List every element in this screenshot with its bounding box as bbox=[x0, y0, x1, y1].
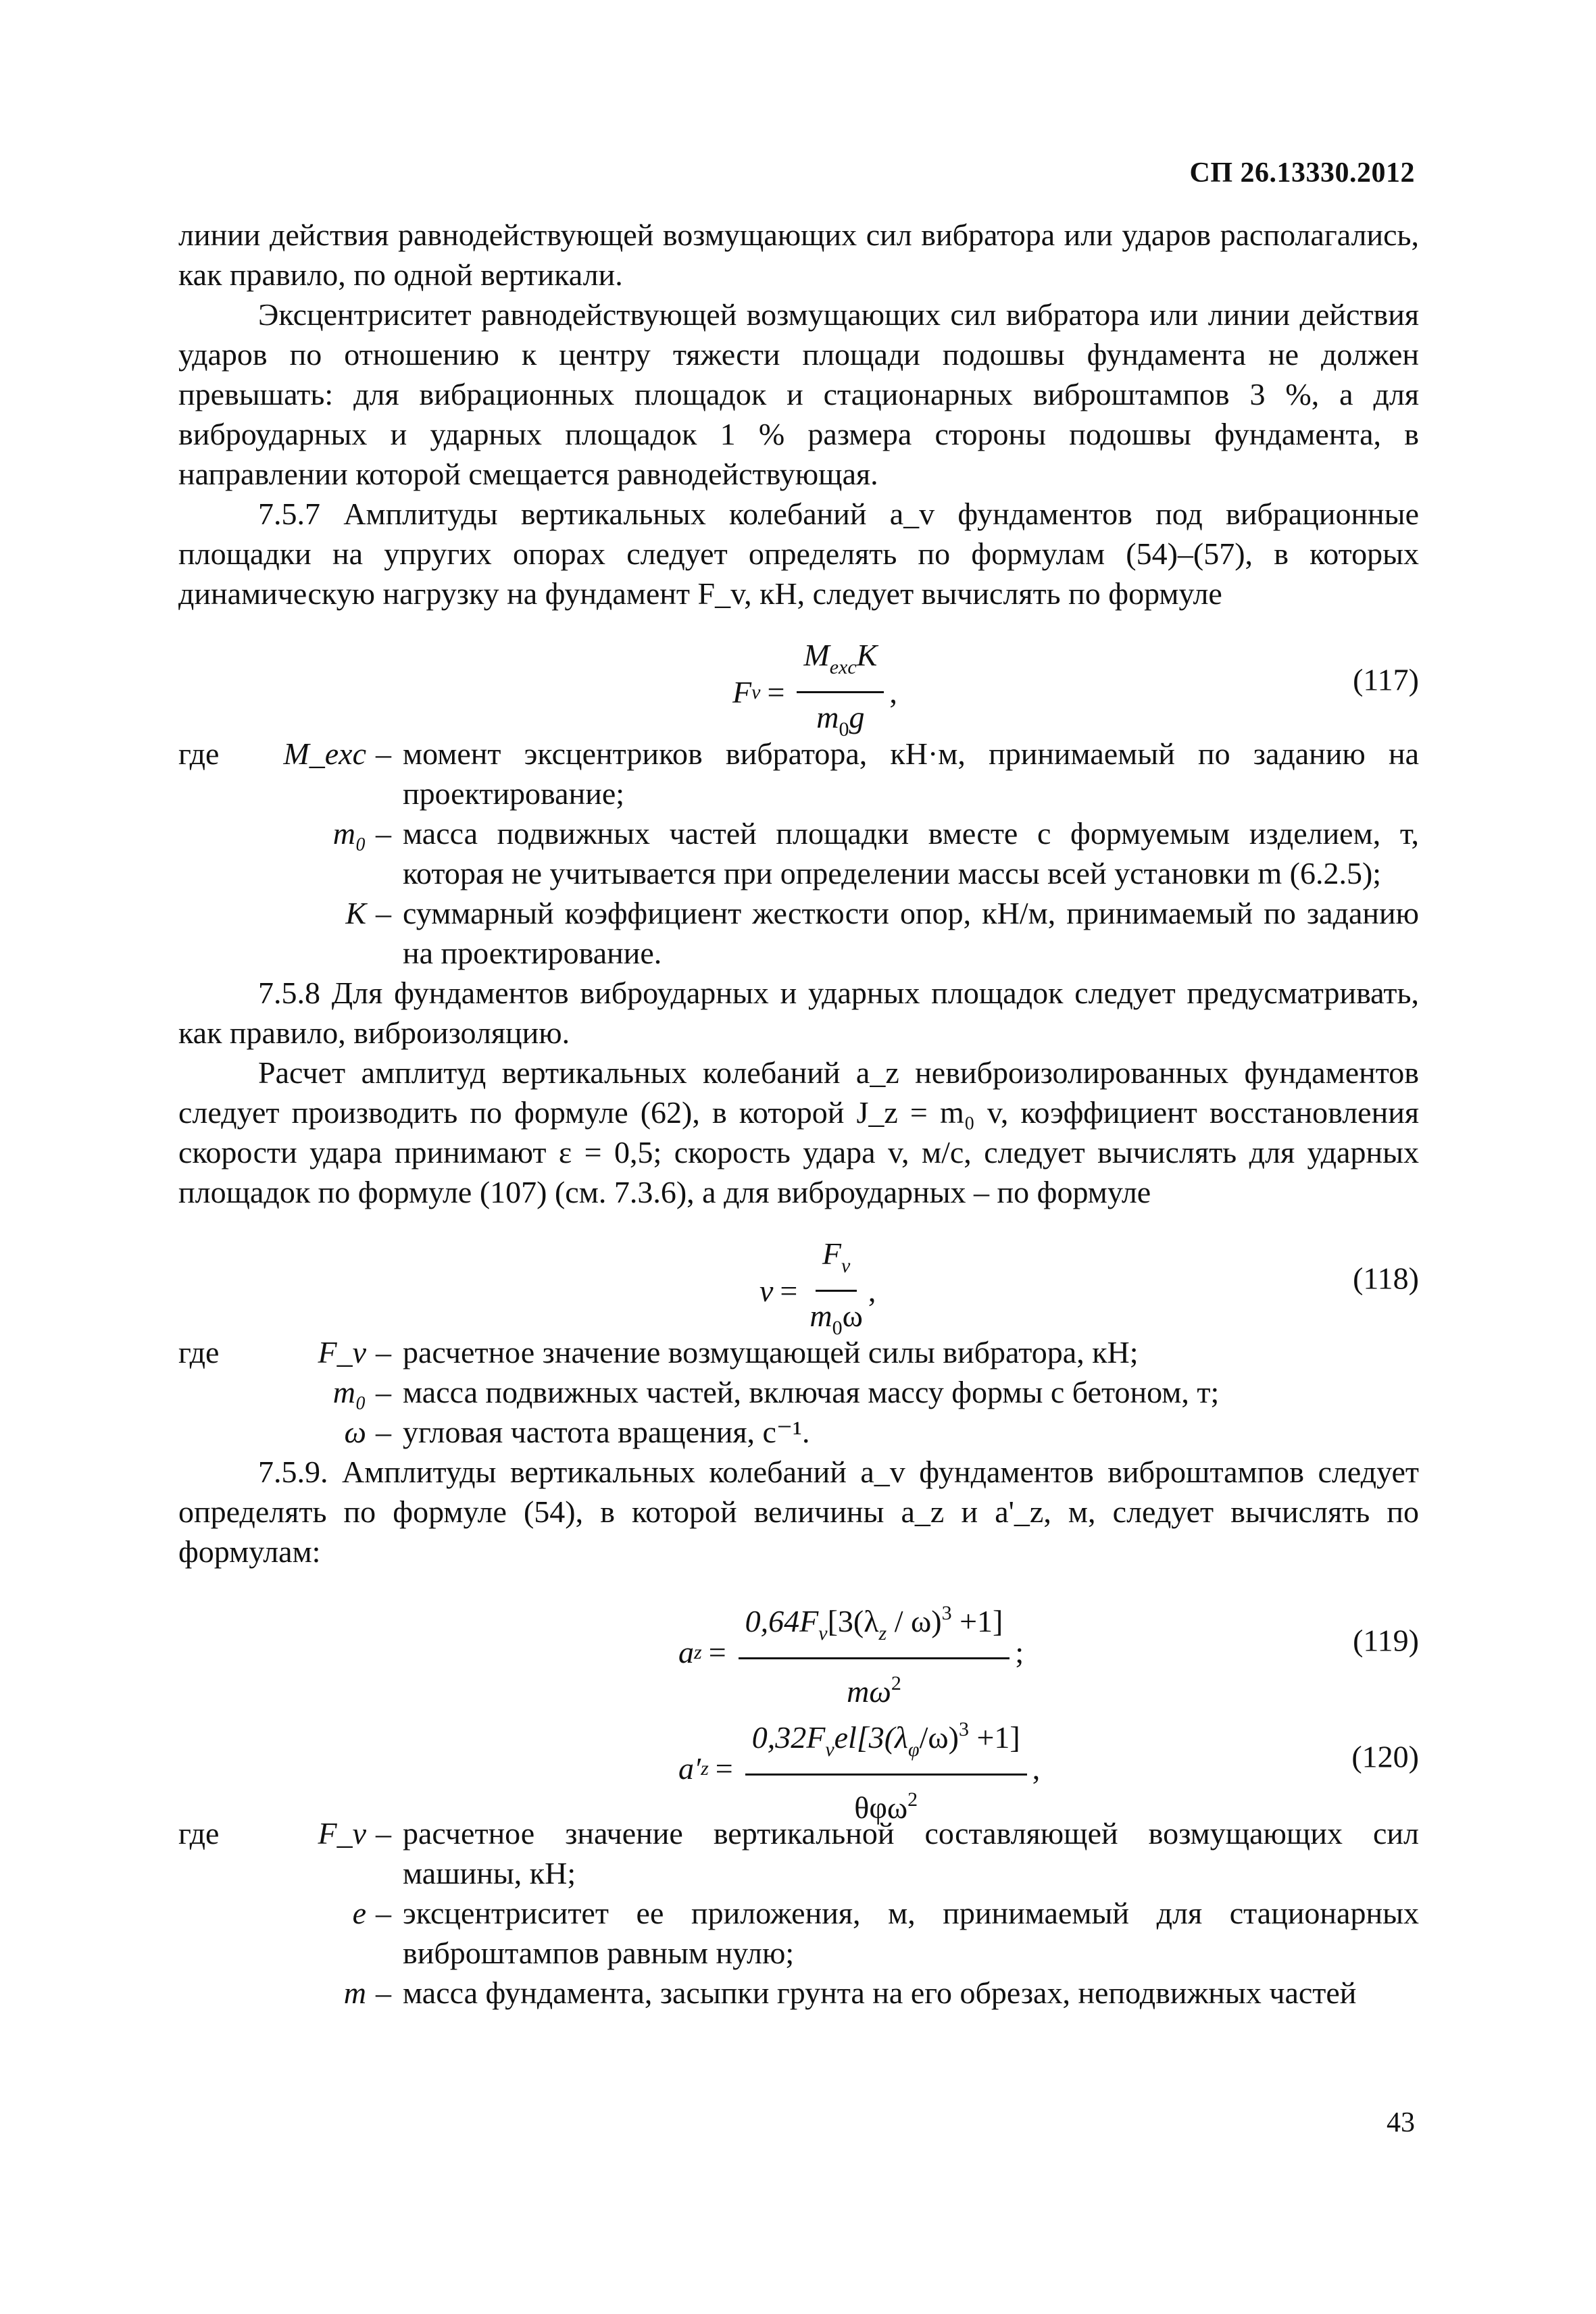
numerator-sub: v bbox=[825, 1738, 834, 1761]
formula-punct: , bbox=[889, 675, 897, 709]
numerator-sub: v bbox=[818, 1622, 828, 1644]
denominator: θφω bbox=[854, 1790, 908, 1825]
paragraph: 7.5.7 Амплитуды вертикальных колебаний a_v фундаментов под вибрационные площадки на упругих опорах следует определять по формулам (54)–(57), в которых динамическую нагрузку на фундамент F_v, кН, следует вычислять по формуле bbox=[178, 497, 1419, 611]
definitions-118 bbox=[178, 1332, 1419, 1452]
body-text bbox=[178, 215, 1419, 2013]
numerator: 0,64F bbox=[745, 1604, 819, 1638]
where-word: где bbox=[178, 1335, 220, 1369]
numerator: 0,32F bbox=[751, 1720, 826, 1755]
where-word: где bbox=[178, 736, 220, 771]
definition-text: суммарный коэффициент жесткости опор, кН/м, принимаемый по заданию на проектирование. bbox=[403, 896, 1419, 970]
formula-expression: a z = $\frac{0,64F_v[3(\lambda_z / \omega)^3 +1]}{m\omega^2}$ ; bbox=[678, 1593, 1024, 1711]
numerator: M bbox=[803, 638, 830, 672]
numerator-sup: 3 bbox=[958, 1718, 969, 1740]
where-word: где bbox=[178, 1816, 220, 1851]
formula-lhs: a′ bbox=[678, 1751, 701, 1786]
formula-lhs: v bbox=[759, 1274, 774, 1308]
definition-row: m₀ – масса подвижных частей площадки вместе с формуемым изделием, т, которая не учитывается при определении массы всей установки m (6.2.5); bbox=[178, 813, 1419, 893]
formula-lhs-sub: v bbox=[751, 681, 761, 703]
definition-text: момент эксцентриков вибратора, кН·м, принимаемый по заданию на проектирование; bbox=[403, 736, 1419, 811]
formula-fraction bbox=[809, 1234, 863, 1348]
numerator-tail: [3(λ bbox=[827, 1604, 879, 1638]
numerator-sub: v bbox=[841, 1255, 851, 1277]
denominator: m bbox=[816, 700, 839, 734]
formula-lhs-sub: z bbox=[694, 1641, 702, 1663]
definition-row: m₀ – масса подвижных частей, включая массу формы с бетоном, т; bbox=[178, 1372, 1419, 1412]
formula-number: (118) bbox=[1353, 1261, 1419, 1296]
numerator: F bbox=[822, 1236, 842, 1271]
denominator: m bbox=[809, 1299, 832, 1333]
definition-symbol: m₀ bbox=[332, 1375, 366, 1409]
definition-symbol: M_exc bbox=[283, 736, 366, 771]
definitions-120 bbox=[178, 1813, 1419, 2013]
formula-fraction bbox=[739, 1593, 1010, 1711]
numerator-tail2: /ω) bbox=[919, 1720, 959, 1755]
formula-lhs-sub: z bbox=[701, 1757, 709, 1780]
definition-symbol: ω bbox=[344, 1415, 366, 1449]
definition-symbol: F_v bbox=[318, 1816, 366, 1851]
definition-text: масса подвижных частей, включая массу формы с бетоном, т; bbox=[403, 1375, 1220, 1409]
paragraph: Расчет амплитуд вертикальных колебаний a_z невиброизолированных фундаментов следует производить по формуле (62), в которой J_z = m₀ v, коэффициент восстановления скорости удара принимают ε = 0,5; скорость удара v, м/с, следует вычислять для ударных площадок по формуле (107) (см. 7.3.6), а для виброударных – по формуле bbox=[178, 1055, 1419, 1209]
formula-119 bbox=[178, 1584, 1419, 1709]
denominator-sup: 2 bbox=[907, 1788, 918, 1811]
numerator-tail2: / ω) bbox=[887, 1604, 942, 1638]
definition-symbol: F_v bbox=[318, 1335, 366, 1369]
definition-text: масса фундамента, засыпки грунта на его обрезах, неподвижных частей bbox=[403, 1976, 1357, 2010]
definition-row: ω – угловая частота вращения, с⁻¹. bbox=[178, 1412, 1419, 1452]
paragraph: Эксцентриситет равнодействующей возмущающих сил вибратора или линии действия ударов по отношению к центру тяжести площади подошвы фундамента не должен превышать: для вибрационных площадок и стационарных виброштампов 3 %, а для виброударных и ударных площадок 1 % размера стороны подошвы фундамента, в направлении которой смещается равнодействующая. bbox=[178, 297, 1419, 491]
definition-symbol: e bbox=[352, 1896, 366, 1930]
formula-lhs: a bbox=[678, 1635, 694, 1669]
numerator-tail: K bbox=[856, 638, 878, 672]
definition-row: где F_v – расчетное значение вертикальной составляющей возмущающих сил машины, кН; bbox=[178, 1813, 1419, 1893]
formula-number: (120) bbox=[1351, 1739, 1419, 1774]
definition-symbol: m bbox=[343, 1976, 366, 2010]
numerator-end: +1] bbox=[968, 1720, 1020, 1755]
denominator-sub: 0 bbox=[832, 1317, 843, 1339]
denominator-sub: 0 bbox=[839, 718, 849, 740]
denominator: mω bbox=[847, 1674, 891, 1709]
formula-fraction bbox=[745, 1709, 1027, 1828]
formula-118 bbox=[178, 1224, 1419, 1339]
formula-expression: v = $\frac{F_v}{m_0\omega}$ , bbox=[759, 1234, 876, 1348]
formula-punct: , bbox=[1032, 1751, 1041, 1786]
definition-symbol: K bbox=[345, 896, 366, 930]
formula-number: (119) bbox=[1353, 1623, 1419, 1658]
numerator-sub2: z bbox=[878, 1622, 887, 1644]
formula-number: (117) bbox=[1353, 662, 1419, 697]
page-number: 43 bbox=[1387, 2107, 1415, 2138]
numerator-tail: el[3(λ bbox=[834, 1720, 908, 1755]
formula-expression: F v = $\frac{M_{exc}K}{m_0g}$ , bbox=[732, 635, 897, 749]
definition-row: e – эксцентриситет ее приложения, м, принимаемый для стационарных виброштампов равным нулю; bbox=[178, 1893, 1419, 1973]
definition-row: где F_v – расчетное значение возмущающей силы вибратора, кН; bbox=[178, 1332, 1419, 1372]
definition-text: угловая частота вращения, с⁻¹. bbox=[403, 1415, 810, 1449]
definition-row: где M_exc – момент эксцентриков вибратора, кН·м, принимаемый по заданию на проектирование; bbox=[178, 734, 1419, 813]
denominator-sup: 2 bbox=[891, 1672, 901, 1694]
formula-117 bbox=[178, 626, 1419, 740]
paragraph: 7.5.9. Амплитуды вертикальных колебаний a_v фундаментов виброштампов следует определять по формуле (54), в которой величины a_z и a'_z, м, следует вычислять по формулам: bbox=[178, 1455, 1419, 1569]
formula-expression: a′ z = $\frac{0,32F_vel[3(\lambda_\varphi/\omega)^3 +1]}{\theta\varphi\omega^2}$ , bbox=[678, 1709, 1040, 1828]
definition-text: расчетное значение возмущающей силы вибратора, кН; bbox=[403, 1335, 1139, 1369]
paragraph: 7.5.8 Для фундаментов виброударных и ударных площадок следует предусматривать, как правило, виброизоляцию. bbox=[178, 976, 1419, 1050]
definition-row: K – суммарный коэффициент жесткости опор, кН/м, принимаемый по заданию на проектирование. bbox=[178, 893, 1419, 973]
numerator-sub2: φ bbox=[907, 1738, 920, 1761]
paragraph: линии действия равнодействующей возмущающих сил вибратора или ударов располагались, как правило, по одной вертикали. bbox=[178, 218, 1419, 292]
numerator-sup: 3 bbox=[941, 1602, 952, 1624]
formula-punct: ; bbox=[1015, 1635, 1024, 1669]
definitions-117 bbox=[178, 734, 1419, 973]
numerator-end: +1] bbox=[951, 1604, 1003, 1638]
definition-text: эксцентриситет ее приложения, м, принимаемый для стационарных виброштампов равным нулю; bbox=[403, 1896, 1419, 1970]
numerator-sub: exc bbox=[829, 656, 857, 678]
denominator-tail: ω bbox=[842, 1299, 863, 1333]
denominator-tail: g bbox=[849, 700, 865, 734]
definition-text: расчетное значение вертикальной составляющей возмущающих сил машины, кН; bbox=[403, 1816, 1419, 1890]
definition-symbol: m₀ bbox=[332, 816, 366, 851]
formula-lhs: F bbox=[732, 675, 752, 709]
formula-punct: , bbox=[868, 1274, 876, 1308]
standard-id-header: СП 26.13330.2012 bbox=[1189, 157, 1415, 188]
definition-text: масса подвижных частей площадки вместе с формуемым изделием, т, которая не учитывается при определении массы всей установки m (6.2.5); bbox=[403, 816, 1419, 890]
formula-120 bbox=[178, 1700, 1419, 1825]
definition-row: m – масса фундамента, засыпки грунта на его обрезах, неподвижных частей bbox=[178, 1973, 1419, 2013]
formula-fraction bbox=[797, 635, 884, 749]
